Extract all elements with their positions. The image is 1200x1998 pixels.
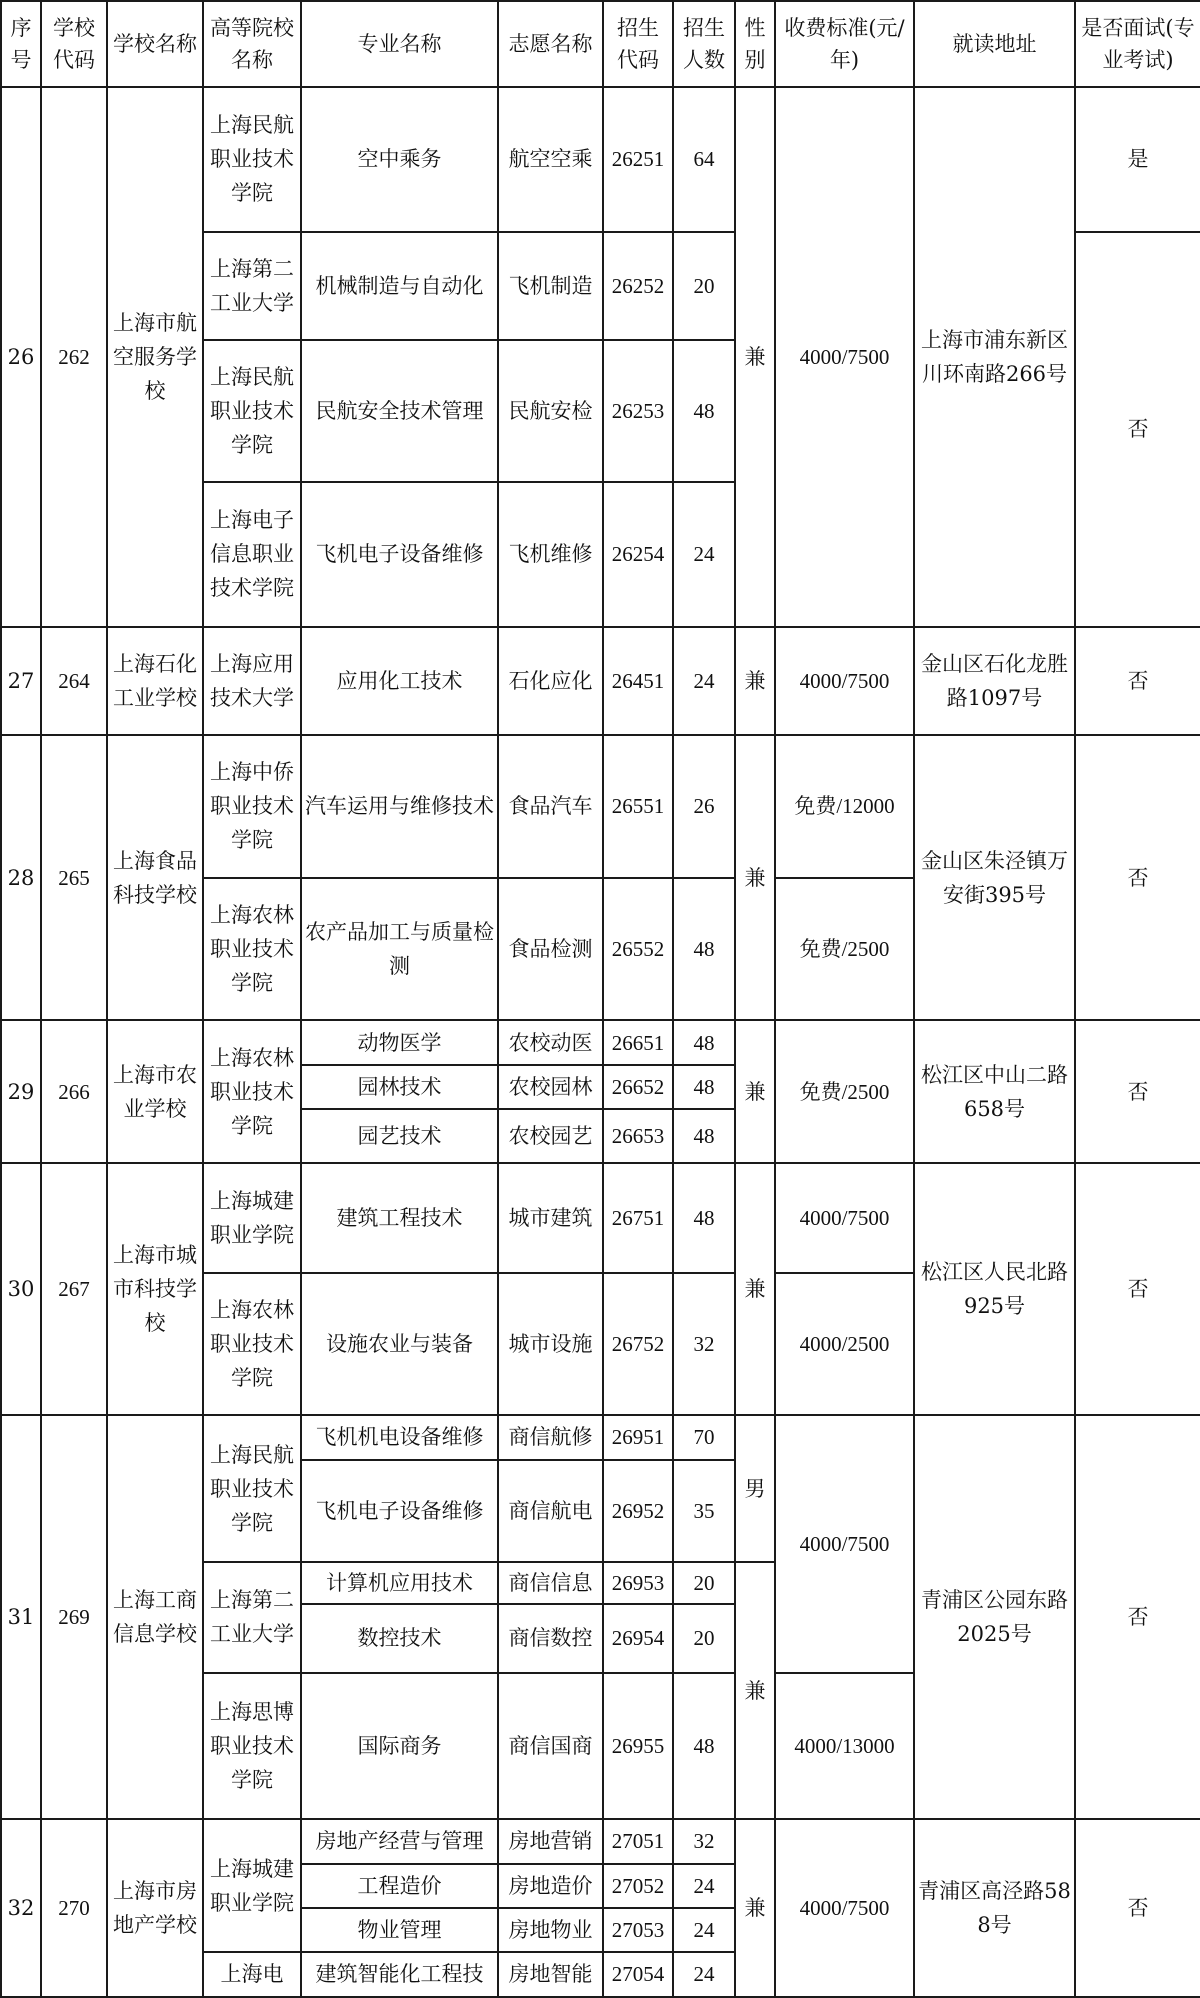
enroll-code-cell: 27053 <box>603 1908 673 1952</box>
count-cell: 48 <box>673 878 735 1020</box>
interview-cell: 是 <box>1075 87 1200 231</box>
header-school-name: 学校名称 <box>107 1 203 87</box>
wish-cell: 石化应化 <box>498 627 603 735</box>
count-cell: 20 <box>673 1562 735 1604</box>
school-name-cell: 上海市农业学校 <box>107 1020 203 1162</box>
count-cell: 32 <box>673 1819 735 1863</box>
count-cell: 20 <box>673 1604 735 1673</box>
gender-cell: 兼 <box>735 87 775 626</box>
major-cell: 汽车运用与维修技术 <box>301 735 498 878</box>
wish-cell: 城市设施 <box>498 1273 603 1415</box>
school-name-cell: 上海石化工业学校 <box>107 627 203 735</box>
address-cell: 金山区朱泾镇万安街395号 <box>914 735 1075 1021</box>
wish-cell: 民航安检 <box>498 340 603 482</box>
school-name-cell: 上海市城市科技学校 <box>107 1163 203 1416</box>
school-code-cell: 269 <box>41 1415 107 1819</box>
college-cell: 上海电子信息职业技术学院 <box>203 482 301 626</box>
college-cell: 上海城建职业学院 <box>203 1819 301 1951</box>
enroll-code-cell: 26951 <box>603 1415 673 1459</box>
fee-cell: 4000/13000 <box>775 1673 914 1819</box>
address-cell: 青浦区高泾路588号 <box>914 1819 1075 1997</box>
count-cell: 48 <box>673 1163 735 1273</box>
table-row <box>1 1819 1200 1863</box>
major-cell: 建筑智能化工程技 <box>301 1952 498 1997</box>
header-seq: 序号 <box>1 1 41 87</box>
header-address: 就读地址 <box>914 1 1075 87</box>
major-cell: 设施农业与装备 <box>301 1273 498 1415</box>
table-row <box>1 1163 1200 1273</box>
enroll-code-cell: 27051 <box>603 1819 673 1863</box>
college-cell: 上海中侨职业技术学院 <box>203 735 301 878</box>
seq-cell: 28 <box>1 735 41 1021</box>
major-cell: 物业管理 <box>301 1908 498 1952</box>
enroll-code-cell: 26653 <box>603 1109 673 1163</box>
interview-cell: 否 <box>1075 627 1200 735</box>
seq-cell: 32 <box>1 1819 41 1997</box>
enroll-code-cell: 26254 <box>603 482 673 626</box>
fee-cell: 免费/2500 <box>775 1020 914 1162</box>
address-cell: 松江区人民北路925号 <box>914 1163 1075 1416</box>
wish-cell: 商信国商 <box>498 1673 603 1819</box>
enroll-code-cell: 26751 <box>603 1163 673 1273</box>
major-cell: 房地产经营与管理 <box>301 1819 498 1863</box>
major-cell: 工程造价 <box>301 1864 498 1908</box>
interview-cell: 否 <box>1075 1020 1200 1162</box>
header-count: 招生人数 <box>673 1 735 87</box>
count-cell: 24 <box>673 482 735 626</box>
count-cell: 24 <box>673 1952 735 1997</box>
count-cell: 20 <box>673 232 735 340</box>
gender-cell: 男 <box>735 1415 775 1561</box>
enroll-code-cell: 27052 <box>603 1864 673 1908</box>
table-row <box>1 735 1200 878</box>
count-cell: 24 <box>673 627 735 735</box>
table-row <box>1 627 1200 735</box>
major-cell: 飞机电子设备维修 <box>301 1460 498 1562</box>
header-major: 专业名称 <box>301 1 498 87</box>
count-cell: 70 <box>673 1415 735 1459</box>
school-name-cell: 上海市航空服务学校 <box>107 87 203 626</box>
fee-cell: 4000/7500 <box>775 627 914 735</box>
address-cell: 上海市浦东新区川环南路266号 <box>914 87 1075 626</box>
college-cell: 上海民航职业技术学院 <box>203 1415 301 1561</box>
major-cell: 空中乘务 <box>301 87 498 231</box>
wish-cell: 农校园艺 <box>498 1109 603 1163</box>
college-cell: 上海应用技术大学 <box>203 627 301 735</box>
major-cell: 园艺技术 <box>301 1109 498 1163</box>
major-cell: 动物医学 <box>301 1020 498 1064</box>
header-interview: 是否面试(专业考试) <box>1075 1 1200 87</box>
major-cell: 国际商务 <box>301 1673 498 1819</box>
seq-cell: 27 <box>1 627 41 735</box>
fee-cell: 4000/7500 <box>775 1415 914 1673</box>
address-cell: 金山区石化龙胜路1097号 <box>914 627 1075 735</box>
gender-cell: 兼 <box>735 1020 775 1162</box>
interview-cell: 否 <box>1075 1163 1200 1416</box>
wish-cell: 航空空乘 <box>498 87 603 231</box>
address-cell: 青浦区公园东路2025号 <box>914 1415 1075 1819</box>
wish-cell: 房地造价 <box>498 1864 603 1908</box>
wish-cell: 商信航修 <box>498 1415 603 1459</box>
wish-cell: 飞机制造 <box>498 232 603 340</box>
wish-cell: 房地物业 <box>498 1908 603 1952</box>
enroll-code-cell: 26252 <box>603 232 673 340</box>
college-cell: 上海第二工业大学 <box>203 1562 301 1673</box>
school-name-cell: 上海工商信息学校 <box>107 1415 203 1819</box>
wish-cell: 食品检测 <box>498 878 603 1020</box>
wish-cell: 食品汽车 <box>498 735 603 878</box>
header-school-code: 学校代码 <box>41 1 107 87</box>
enroll-code-cell: 27054 <box>603 1952 673 1997</box>
count-cell: 48 <box>673 1109 735 1163</box>
header-row <box>1 1 1200 87</box>
wish-cell: 农校园林 <box>498 1065 603 1109</box>
count-cell: 48 <box>673 1673 735 1819</box>
wish-cell: 飞机维修 <box>498 482 603 626</box>
enroll-code-cell: 26551 <box>603 735 673 878</box>
gender-cell: 兼 <box>735 1163 775 1416</box>
enroll-code-cell: 26752 <box>603 1273 673 1415</box>
count-cell: 32 <box>673 1273 735 1415</box>
gender-cell: 兼 <box>735 735 775 1021</box>
seq-cell: 30 <box>1 1163 41 1416</box>
fee-cell: 免费/12000 <box>775 735 914 878</box>
enroll-code-cell: 26451 <box>603 627 673 735</box>
interview-cell: 否 <box>1075 1819 1200 1997</box>
wish-cell: 房地智能 <box>498 1952 603 1997</box>
school-code-cell: 264 <box>41 627 107 735</box>
seq-cell: 29 <box>1 1020 41 1162</box>
fee-cell: 4000/7500 <box>775 1163 914 1273</box>
major-cell: 数控技术 <box>301 1604 498 1673</box>
major-cell: 建筑工程技术 <box>301 1163 498 1273</box>
wish-cell: 城市建筑 <box>498 1163 603 1273</box>
college-cell: 上海民航职业技术学院 <box>203 340 301 482</box>
major-cell: 民航安全技术管理 <box>301 340 498 482</box>
enroll-code-cell: 26253 <box>603 340 673 482</box>
count-cell: 26 <box>673 735 735 878</box>
college-cell: 上海城建职业学院 <box>203 1163 301 1273</box>
count-cell: 24 <box>673 1864 735 1908</box>
header-gender: 性别 <box>735 1 775 87</box>
major-cell: 计算机应用技术 <box>301 1562 498 1604</box>
school-code-cell: 265 <box>41 735 107 1021</box>
gender-cell: 兼 <box>735 627 775 735</box>
college-cell: 上海农林职业技术学院 <box>203 1273 301 1415</box>
interview-cell: 否 <box>1075 232 1200 627</box>
count-cell: 35 <box>673 1460 735 1562</box>
major-cell: 园林技术 <box>301 1065 498 1109</box>
college-cell: 上海思博职业技术学院 <box>203 1673 301 1819</box>
interview-cell: 否 <box>1075 735 1200 1021</box>
major-cell: 机械制造与自动化 <box>301 232 498 340</box>
enroll-code-cell: 26952 <box>603 1460 673 1562</box>
count-cell: 48 <box>673 1065 735 1109</box>
wish-cell: 商信航电 <box>498 1460 603 1562</box>
fee-cell: 4000/7500 <box>775 1819 914 1997</box>
header-enroll-code: 招生代码 <box>603 1 673 87</box>
enroll-code-cell: 26652 <box>603 1065 673 1109</box>
interview-cell: 否 <box>1075 1415 1200 1819</box>
header-fee: 收费标准(元/年) <box>775 1 914 87</box>
fee-cell: 4000/7500 <box>775 87 914 626</box>
count-cell: 48 <box>673 340 735 482</box>
header-college: 高等院校名称 <box>203 1 301 87</box>
school-name-cell: 上海市房地产学校 <box>107 1819 203 1997</box>
college-cell: 上海电 <box>203 1952 301 1997</box>
fee-cell: 4000/2500 <box>775 1273 914 1415</box>
enroll-code-cell: 26954 <box>603 1604 673 1673</box>
count-cell: 64 <box>673 87 735 231</box>
enroll-code-cell: 26955 <box>603 1673 673 1819</box>
enroll-code-cell: 26251 <box>603 87 673 231</box>
enroll-code-cell: 26552 <box>603 878 673 1020</box>
college-cell: 上海民航职业技术学院 <box>203 87 301 231</box>
gender-cell: 兼 <box>735 1562 775 1820</box>
college-cell: 上海农林职业技术学院 <box>203 1020 301 1162</box>
enroll-code-cell: 26953 <box>603 1562 673 1604</box>
wish-cell: 商信信息 <box>498 1562 603 1604</box>
table-row <box>1 1020 1200 1064</box>
wish-cell: 农校动医 <box>498 1020 603 1064</box>
seq-cell: 31 <box>1 1415 41 1819</box>
wish-cell: 房地营销 <box>498 1819 603 1863</box>
count-cell: 24 <box>673 1908 735 1952</box>
major-cell: 飞机电子设备维修 <box>301 482 498 626</box>
header-wish: 志愿名称 <box>498 1 603 87</box>
fee-cell: 免费/2500 <box>775 878 914 1020</box>
address-cell: 松江区中山二路658号 <box>914 1020 1075 1162</box>
seq-cell: 26 <box>1 87 41 626</box>
school-code-cell: 267 <box>41 1163 107 1416</box>
school-code-cell: 270 <box>41 1819 107 1997</box>
table-row <box>1 87 1200 231</box>
enroll-code-cell: 26651 <box>603 1020 673 1064</box>
gender-cell: 兼 <box>735 1819 775 1997</box>
college-cell: 上海第二工业大学 <box>203 232 301 340</box>
table-row <box>1 1415 1200 1459</box>
major-cell: 农产品加工与质量检测 <box>301 878 498 1020</box>
college-cell: 上海农林职业技术学院 <box>203 878 301 1020</box>
count-cell: 48 <box>673 1020 735 1064</box>
school-code-cell: 262 <box>41 87 107 626</box>
school-code-cell: 266 <box>41 1020 107 1162</box>
major-cell: 飞机机电设备维修 <box>301 1415 498 1459</box>
wish-cell: 商信数控 <box>498 1604 603 1673</box>
major-cell: 应用化工技术 <box>301 627 498 735</box>
school-name-cell: 上海食品科技学校 <box>107 735 203 1021</box>
